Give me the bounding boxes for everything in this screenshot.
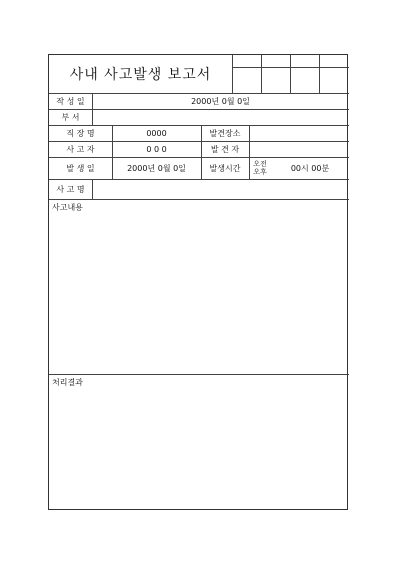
accident-content-section[interactable]	[49, 199, 349, 374]
result-section[interactable]	[49, 374, 349, 509]
pm-label: 오후	[253, 168, 267, 176]
form-title: 사내 사고발생 보고서	[69, 67, 212, 83]
approval-grid	[232, 55, 233, 93]
accident-content-label: 사고내용	[52, 203, 83, 212]
finder-label: 발 견 자	[210, 144, 240, 154]
finder-field[interactable]	[249, 141, 349, 157]
position-value: 0000	[146, 128, 167, 138]
occurred-date-value: 2000년 0월 0일	[127, 163, 186, 173]
occurred-time-value: 00시 00분	[290, 163, 330, 173]
found-place-label: 발견장소	[209, 128, 241, 138]
position-label: 직 장 명	[66, 128, 95, 138]
found-place-field[interactable]	[249, 125, 349, 141]
result-label: 처리결과	[52, 378, 83, 387]
occurred-date-label: 발 생 일	[66, 163, 95, 173]
department-field[interactable]	[92, 109, 349, 125]
accident-name-label: 사 고 명	[56, 184, 85, 194]
department-label: 부 서	[61, 112, 80, 122]
am-pm-options	[249, 157, 271, 179]
am-label: 오전	[253, 160, 267, 168]
written-date-value: 2000년 0월 0일	[191, 96, 250, 106]
accident-name-field[interactable]	[92, 179, 349, 199]
accident-person-label: 사 고 자	[66, 144, 95, 154]
report-form	[48, 54, 348, 510]
accident-person-value: 0 0 0	[146, 144, 167, 154]
written-date-label: 작 성 일	[56, 96, 85, 106]
occurred-time-label: 발생시간	[209, 163, 241, 173]
